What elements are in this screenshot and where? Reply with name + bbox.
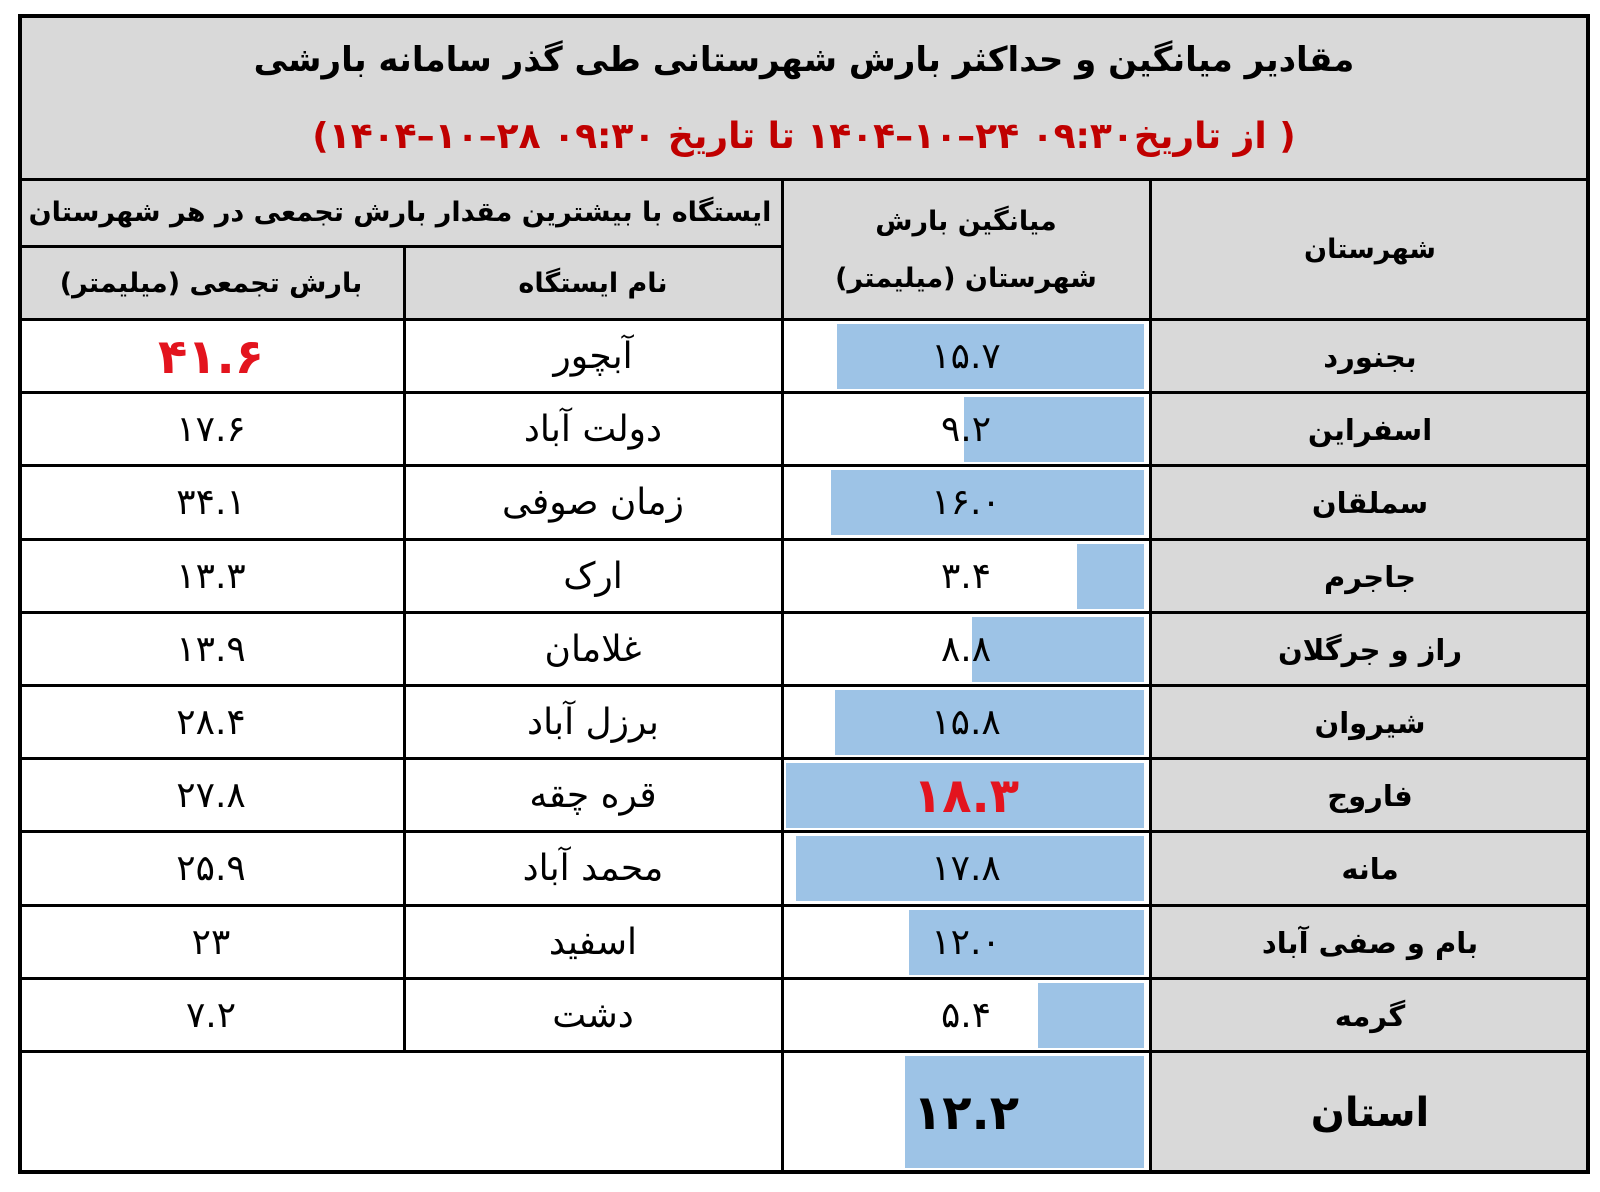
header-average bbox=[782, 179, 1150, 320]
line-col-county bbox=[1149, 178, 1152, 1174]
average-value-cell bbox=[782, 466, 1150, 539]
line-under-station-group bbox=[18, 245, 782, 248]
county-name: گرمه bbox=[1334, 998, 1406, 1033]
average-value-cell bbox=[782, 393, 1150, 466]
county-cell bbox=[1150, 686, 1590, 759]
station-name: زمان صوفی bbox=[502, 482, 684, 523]
county-cell bbox=[1150, 393, 1590, 466]
row-separator bbox=[18, 904, 1590, 907]
county-cell bbox=[1150, 540, 1590, 613]
row-separator bbox=[18, 1050, 1590, 1053]
county-cell bbox=[1150, 613, 1590, 686]
station-name: محمد آباد bbox=[522, 848, 664, 889]
station-rain-cell bbox=[18, 466, 404, 539]
station-rain-value: ۴۱.۶ bbox=[157, 328, 265, 385]
station-name-cell bbox=[404, 393, 782, 466]
province-label: استان bbox=[1310, 1090, 1430, 1136]
row-separator bbox=[18, 757, 1590, 760]
province-average-cell bbox=[782, 1052, 1150, 1174]
average-value: ۱۶.۰ bbox=[931, 482, 1001, 523]
station-name-cell bbox=[404, 540, 782, 613]
station-rain-value: ۲۵.۹ bbox=[176, 848, 246, 889]
station-rain-cell bbox=[18, 686, 404, 759]
average-value-cell bbox=[782, 320, 1150, 393]
station-group-header-label: ایستگاه با بیشترین مقدار بارش تجمعی در هر شهرستان bbox=[28, 197, 772, 228]
county-cell bbox=[1150, 466, 1590, 539]
station-rain-cell bbox=[18, 979, 404, 1052]
station-name-cell bbox=[404, 759, 782, 832]
station-rain-value: ۱۳.۹ bbox=[176, 629, 246, 670]
county-header-label: شهرستان bbox=[1304, 234, 1436, 265]
station-rain-value: ۱۳.۳ bbox=[176, 556, 246, 597]
average-value: ۳.۴ bbox=[940, 556, 992, 597]
station-name: اسفید bbox=[548, 922, 638, 963]
station-rain-cell bbox=[18, 320, 404, 393]
average-value-cell bbox=[782, 906, 1150, 979]
station-rain-header-label: بارش تجمعی (میلیمتر) bbox=[59, 267, 363, 299]
station-rain-value: ۳۴.۱ bbox=[176, 482, 246, 523]
station-rain-value: ۷.۲ bbox=[185, 995, 237, 1036]
county-name: فاروج bbox=[1327, 778, 1413, 813]
row-separator bbox=[18, 391, 1590, 394]
station-rain-cell bbox=[18, 759, 404, 832]
row-separator bbox=[18, 684, 1590, 687]
station-name: ارک bbox=[563, 556, 623, 597]
station-rain-cell bbox=[18, 906, 404, 979]
average-value: ۱۲.۰ bbox=[931, 922, 1001, 963]
row-separator bbox=[18, 611, 1590, 614]
average-value-cell bbox=[782, 686, 1150, 759]
average-value: ۱۵.۷ bbox=[931, 336, 1001, 377]
rainfall-report-sheet bbox=[18, 14, 1590, 1174]
line-under-title bbox=[18, 178, 1590, 181]
average-value-cell bbox=[782, 613, 1150, 686]
average-value-cell bbox=[782, 832, 1150, 905]
station-name: قره چقه bbox=[529, 775, 657, 816]
station-rain-value: ۲۷.۸ bbox=[176, 775, 246, 816]
county-name: بجنورد bbox=[1323, 339, 1417, 374]
line-col-station bbox=[403, 245, 406, 1052]
province-average-value: ۱۲.۲ bbox=[912, 1085, 1020, 1141]
station-name-cell bbox=[404, 320, 782, 393]
county-name: بام و صفی آباد bbox=[1261, 925, 1479, 960]
header-station-rain bbox=[18, 246, 404, 320]
station-name: غلامان bbox=[544, 629, 642, 670]
province-label-cell bbox=[1150, 1052, 1590, 1174]
station-name-cell bbox=[404, 613, 782, 686]
station-name-cell bbox=[404, 832, 782, 905]
station-name: دولت آباد bbox=[523, 409, 663, 450]
average-value: ۱۷.۸ bbox=[931, 848, 1001, 889]
line-under-header bbox=[18, 318, 1590, 321]
county-name: شیروان bbox=[1314, 705, 1426, 740]
title-block bbox=[18, 14, 1590, 179]
county-name: مانه bbox=[1341, 851, 1399, 886]
line-col-average bbox=[781, 178, 784, 1174]
station-name: دشت bbox=[552, 995, 634, 1036]
average-value: ۵.۴ bbox=[940, 995, 992, 1036]
station-name: برزل آباد bbox=[527, 702, 659, 743]
county-name: جاجرم bbox=[1324, 559, 1416, 594]
average-header-line2: شهرستان (میلیمتر) bbox=[835, 262, 1097, 294]
average-value: ۱۸.۳ bbox=[912, 767, 1020, 824]
station-rain-cell bbox=[18, 613, 404, 686]
row-separator bbox=[18, 464, 1590, 467]
average-value-cell bbox=[782, 759, 1150, 832]
average-value: ۹.۲ bbox=[940, 409, 992, 450]
average-value-cell bbox=[782, 540, 1150, 613]
station-rain-value: ۲۳ bbox=[191, 922, 231, 963]
station-rain-value: ۱۷.۶ bbox=[176, 409, 246, 450]
row-separator bbox=[18, 977, 1590, 980]
county-cell bbox=[1150, 320, 1590, 393]
header-station-group bbox=[18, 179, 782, 246]
report-date-range: ( از تاریخ۰۹:۳۰ ۲۴–۱۰–۱۴۰۴ تا تاریخ ۰۹:۳۰ ۲۸–۱۰–۱۴۰۴) bbox=[312, 116, 1296, 157]
average-header-line1: میانگین بارش bbox=[875, 205, 1057, 237]
county-cell bbox=[1150, 759, 1590, 832]
station-name-cell bbox=[404, 979, 782, 1052]
station-name-header-label: نام ایستگاه bbox=[518, 267, 668, 299]
county-cell bbox=[1150, 832, 1590, 905]
station-rain-cell bbox=[18, 832, 404, 905]
county-name: اسفراین bbox=[1307, 412, 1433, 447]
station-name: آبچور bbox=[553, 336, 633, 377]
county-name: راز و جرگلان bbox=[1277, 632, 1463, 667]
average-value-cell bbox=[782, 979, 1150, 1052]
station-name-cell bbox=[404, 466, 782, 539]
report-title: مقادیر میانگین و حداکثر بارش شهرستانی طی گذر سامانه بارشی bbox=[253, 40, 1355, 80]
county-cell bbox=[1150, 906, 1590, 979]
average-value: ۱۵.۸ bbox=[931, 702, 1001, 743]
station-rain-cell bbox=[18, 540, 404, 613]
row-separator bbox=[18, 538, 1590, 541]
station-rain-cell bbox=[18, 393, 404, 466]
row-separator bbox=[18, 830, 1590, 833]
header-county bbox=[1150, 179, 1590, 320]
county-name: سملقان bbox=[1311, 485, 1429, 520]
station-name-cell bbox=[404, 686, 782, 759]
county-cell bbox=[1150, 979, 1590, 1052]
average-value: ۸.۸ bbox=[940, 629, 992, 670]
station-name-cell bbox=[404, 906, 782, 979]
header-station-name bbox=[404, 246, 782, 320]
station-rain-value: ۲۸.۴ bbox=[176, 702, 246, 743]
